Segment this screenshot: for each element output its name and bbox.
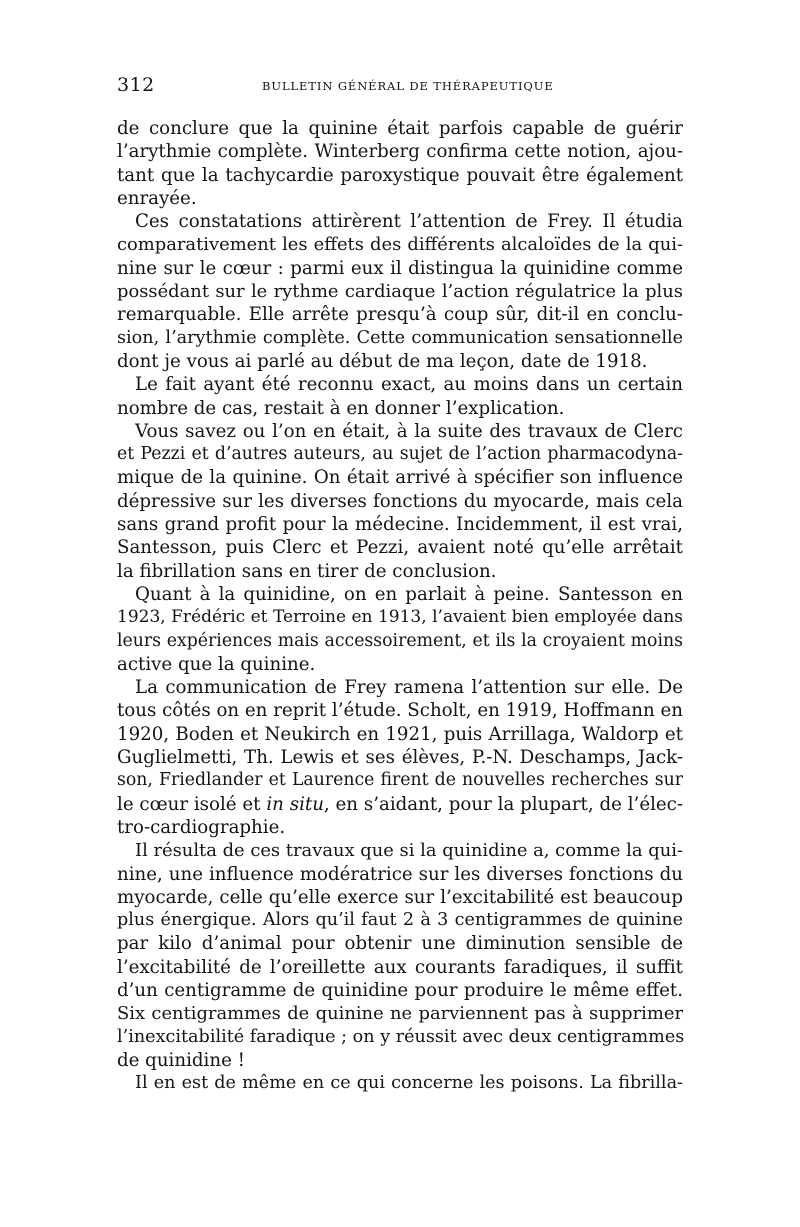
text-line: nombre de cas, restait à en donner l’explication. (117, 397, 565, 419)
text-line: 1923, Frédéric et Terroine en 1913, l’avaient bien employée dans (117, 607, 683, 628)
text-line: de conclure que la quinine était parfois capable de guérir (117, 118, 683, 139)
text-line: Il résulta de ces travaux que si la quinidine a, comme la qui- (135, 840, 683, 862)
text-line: enrayée. (117, 187, 197, 209)
text-line: et Pezzi et d’autres auteurs, au sujet de l’action pharmacodyna- (117, 444, 683, 465)
text-line: 1920, Boden et Neukirch en 1921, puis Arrillaga, Waldorp et (117, 723, 683, 745)
text-line: La communication de Frey ramena l’attention sur elle. De (135, 677, 683, 699)
page-number: 312 (117, 74, 155, 96)
text-line: tro-cardiographie. (117, 816, 286, 838)
text-line: plus énergique. Alors qu’il faut 2 à 3 centigrammes de quinine (117, 910, 683, 931)
text-line: dépressive sur les diverses fonctions du myocarde, mais cela (117, 490, 683, 512)
text-line: l’arythmie complète. Winterberg confirma cette notion, ajou- (117, 141, 683, 163)
text-line: l’excitabilité de l’oreillette aux courants faradiques, il suffit (117, 956, 683, 978)
text-line: dont je vous ai parlé au début de ma leçon, date de 1918. (117, 350, 648, 372)
text-line: possédant sur le rythme cardiaque l’action régulatrice la plus (117, 281, 683, 303)
text-line: nine, une influence modératrice sur les diverses fonctions du (117, 863, 683, 885)
text-line: mique de la quinine. On était arrivé à spécifier son influence (117, 467, 683, 489)
text-line: remarquable. Elle arrête presqu’à coup sûr, dit-il en conclu- (117, 304, 683, 326)
running-head: BULLETIN GÉNÉRAL DE THÉRAPEUTIQUE (262, 79, 554, 93)
text-line: d’un centigramme de quinidine pour produire le même effet. (117, 979, 683, 1001)
text-line: la fibrillation sans en tirer de conclusion. (117, 560, 497, 582)
text-line: Il en est de même en ce qui concerne les poisons. La fibrilla- (135, 1073, 683, 1094)
text-line: Quant à la quinidine, on en parlait à peine. Santesson en (135, 583, 683, 605)
text-line: Six centigrammes de quinine ne parviennent pas à supprimer (117, 1003, 683, 1025)
page-header (117, 74, 683, 104)
text-line: Guglielmetti, Th. Lewis et ses élèves, P.-N. Deschamps, Jack- (117, 747, 683, 769)
text-line: par kilo d’animal pour obtenir une diminution sensible de (117, 933, 683, 955)
text-line: de quinidine ! (117, 1049, 245, 1071)
text-line: sion, l’arythmie complète. Cette communication sensationnelle (117, 327, 683, 348)
text-line: le cœur isolé et in situ, en s’aidant, pour la plupart, de l’élec- (117, 793, 683, 815)
text-line: sans grand profit pour la médecine. Incidemment, il est vrai, (117, 514, 683, 536)
text-line: active que la quinine. (117, 653, 316, 675)
text-line: myocarde, celle qu’elle exerce sur l’excitabilité est beaucoup (117, 886, 683, 908)
text-line: leurs expériences mais accessoirement, et ils la croyaient moins (117, 630, 683, 651)
text-line: nine sur le cœur : parmi eux il distingua la quinidine comme (117, 257, 683, 279)
text-line: Santesson, puis Clerc et Pezzi, avaient noté qu’elle arrêtait (117, 537, 683, 559)
text-line: l’inexcitabilité faradique ; on y réussit avec deux centigrammes (117, 1026, 685, 1047)
text-line: Ces constatations attirèrent l’attention de Frey. Il étudia (135, 211, 683, 233)
text-line: Vous savez ou l’on en était, à la suite des travaux de Clerc (135, 420, 683, 442)
body-text (117, 117, 683, 1095)
text-line: tous côtés on en reprit l’étude. Scholt, en 1919, Hoffmann en (117, 700, 683, 722)
text-line: tant que la tachycardie paroxystique pouvait être également (117, 164, 683, 186)
text-line: Le fait ayant été reconnu exact, au moins dans un certain (135, 374, 683, 396)
text-line: comparativement les effets des différents alcaloïdes de la qui- (117, 234, 683, 256)
text-line: son, Friedlander et Laurence firent de nouvelles recherches sur (117, 770, 683, 791)
